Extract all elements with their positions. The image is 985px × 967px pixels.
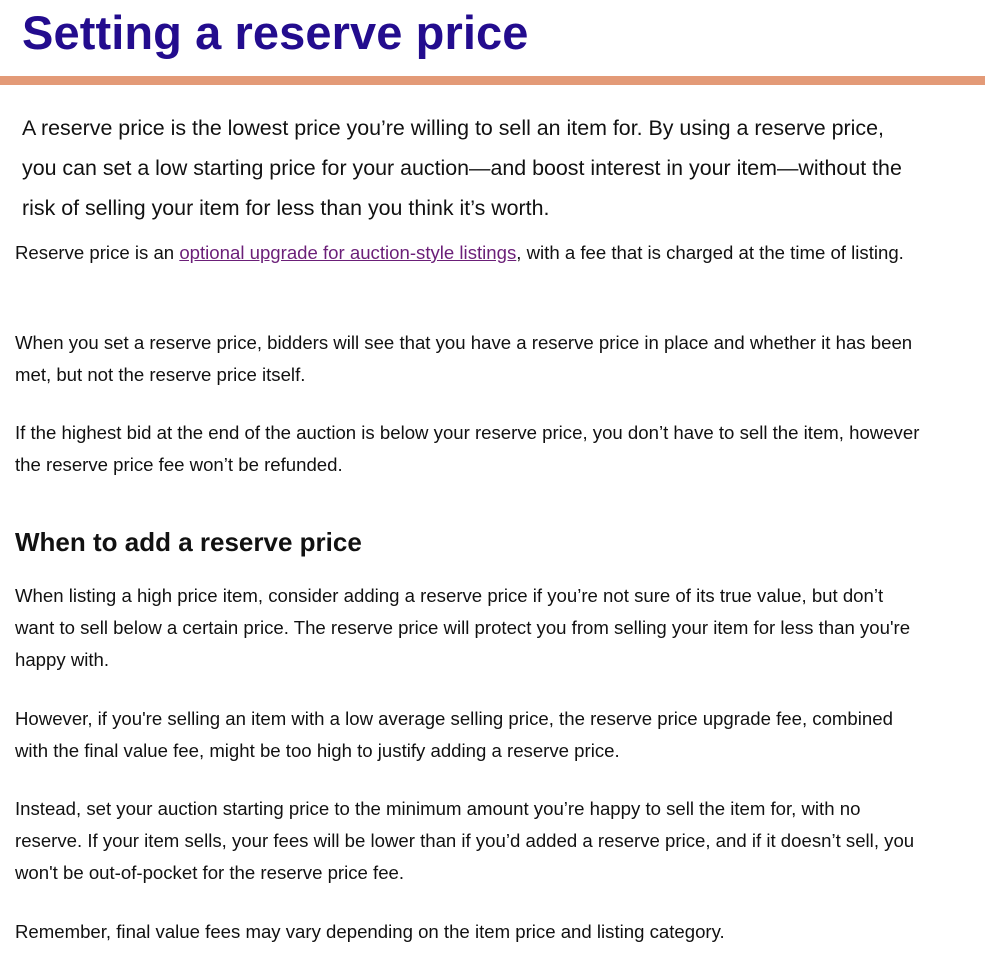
section-heading: When to add a reserve price [15,527,362,557]
paragraph-highest-bid: If the highest bid at the end of the auction is below your reserve price, you don’t have to sell the item, however the reserve price fee won’t be refunded. [15,422,920,475]
paragraph-bidders-see: When you set a reserve price, bidders will see that you have a reserve price in place and whether it has been met, but not the reserve price itself. [15,332,913,385]
paragraph-text: Reserve price is an [15,242,180,263]
paragraph-text: , with a fee that is charged at the time of listing. [516,242,904,263]
paragraph-high-price-item: When listing a high price item, consider adding a reserve price if you’re not sure of its true value, but don’t want to sell below a certain price. The reserve price will protect you from selling your item for less than you're happy with. [15,585,911,670]
optional-upgrade-link[interactable]: optional upgrade for auction-style listings [179,242,517,263]
paragraph-low-average-price: However, if you're selling an item with a low average selling price, the reserve price upgrade fee, combined with the final value fee, might be too high to justify adding a reserve price. [15,708,893,761]
title-divider [0,76,985,85]
paragraph-instead: Instead, set your auction starting price to the minimum amount you’re happy to sell the item for, with no reserve. If your item sells, your fees will be lower than if you’d added a reserve price, and if it doesn’t sell, you won't be out-of-pocket for the reserve price fee. [15,798,915,883]
intro-paragraph: A reserve price is the lowest price you’re willing to sell an item for. By using a reserve price, you can set a low starting price for your auction—and boost interest in your item—without the risk of selling your item for less than you think it’s worth. [22,116,902,220]
page-title: Setting a reserve price [22,6,529,59]
paragraph-remember: Remember, final value fees may vary depending on the item price and listing category. [15,921,725,942]
paragraph-optional-upgrade [15,237,925,269]
